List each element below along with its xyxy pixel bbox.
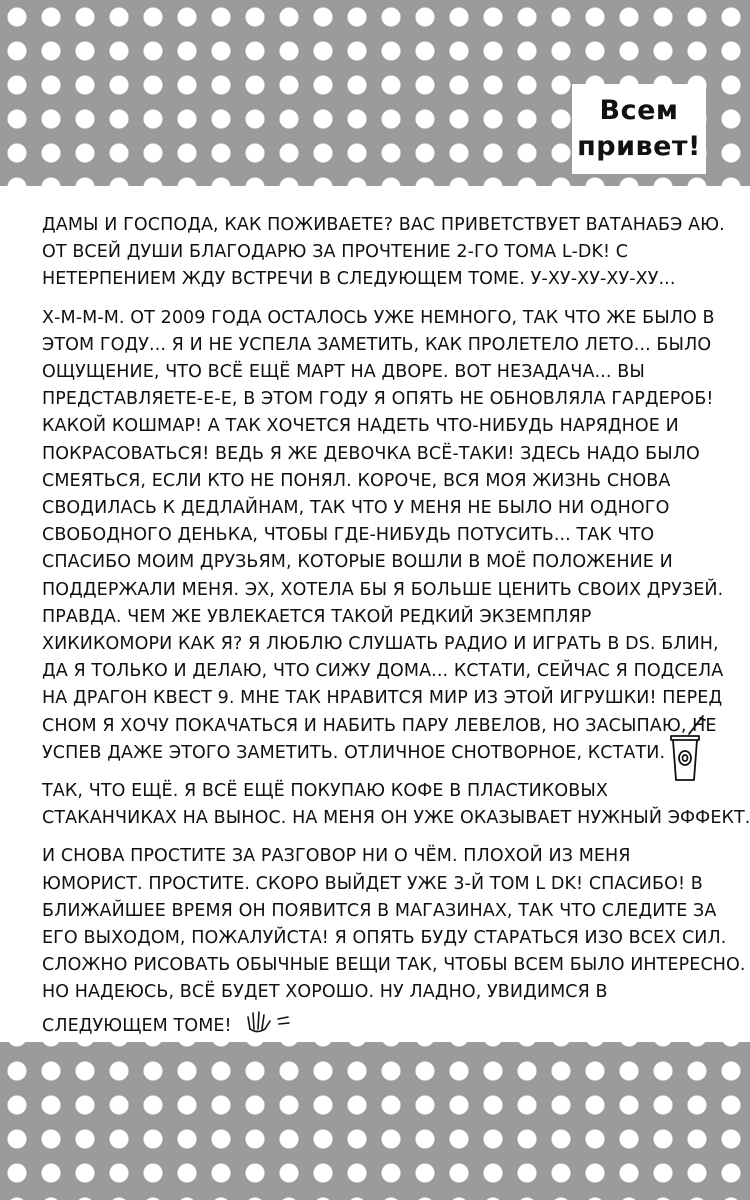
text-line: ПРЕДСТАВЛЯЕТЕ-Е-Е, В ЭТОМ ГОДУ Я ОПЯТЬ НЕ ОБНОВЛЯЛА ГАРДЕРОБ! <box>42 389 714 410</box>
text-line: КАКОЙ КОШМАР! А ТАК ХОЧЕТСЯ НАДЕТЬ ЧТО-НИБУДЬ НАРЯДНОЕ И <box>42 416 679 437</box>
text-line: УСПЕВ ДАЖЕ ЭТОГО ЗАМЕТИТЬ. ОТЛИЧНОЕ СНОТВОРНОЕ, КСТАТИ. <box>42 742 666 763</box>
text-line: ПОКРАСОВАТЬСЯ! ВЕДЬ Я ЖЕ ДЕВОЧКА ВСЁ-ТАКИ! ЗДЕСЬ НАДО БЫЛО <box>42 443 700 464</box>
text-line: ЮМОРИСТ. ПРОСТИТЕ. СКОРО ВЫЙДЕТ УЖЕ 3-Й ТОМ L DK! СПАСИБО! В <box>42 873 703 894</box>
text-line: ЕГО ВЫХОДОМ, ПОЖАЛУЙСТА! Я ОПЯТЬ БУДУ СТАРАТЬСЯ ИЗО ВСЕХ СИЛ. <box>42 928 727 949</box>
greeting-title <box>572 84 706 174</box>
paragraph-2 <box>42 305 724 767</box>
text-line: ПОДДЕРЖАЛИ МЕНЯ. ЭХ, ХОТЕЛА БЫ Я БОЛЬШЕ ЦЕНИТЬ СВОИХ ДРУЗЕЙ. <box>42 579 724 600</box>
text-line: Х-М-М-М. ОТ 2009 ГОДА ОСТАЛОСЬ УЖЕ НЕМНОГО, ТАК ЧТО ЖЕ БЫЛО В <box>42 307 715 328</box>
paragraph-4 <box>42 843 746 1043</box>
text-line: НО НАДЕЮСЬ, ВСЁ БУДЕТ ХОРОШО. НУ ЛАДНО, УВИДИМСЯ В <box>42 982 608 1003</box>
text-line: ПРАВДА. ЧЕМ ЖЕ УВЛЕКАЕТСЯ ТАКОЙ РЕДКИЙ ЭКЗЕМПЛЯР <box>42 606 592 627</box>
text-line: СМЕЯТЬСЯ, ЕСЛИ КТО НЕ ПОНЯЛ. КОРОЧЕ, ВСЯ МОЯ ЖИЗНЬ СНОВА <box>42 470 671 491</box>
text-line: ДАМЫ И ГОСПОДА, КАК ПОЖИВАЕТЕ? ВАС ПРИВЕТСТВУЕТ ВАТАНАБЭ АЮ. <box>42 215 725 235</box>
text-line <box>42 1007 712 1044</box>
waving-hand-icon <box>246 1007 292 1044</box>
paragraph-3 <box>42 778 750 832</box>
text-line: СЛОЖНО РИСОВАТЬ ОБЫЧНЫЕ ВЕЩИ ТАК, ЧТОБЫ ВСЕМ БЫЛО ИНТЕРЕСНО. <box>42 955 746 976</box>
letter-text <box>42 212 750 1055</box>
text-line: СВОДИЛАСЬ К ДЕДЛАЙНАМ, ТАК ЧТО У МЕНЯ НЕ БЫЛО НИ ОДНОГО <box>42 498 670 519</box>
text-line: ХИКИКОМОРИ КАК Я? Я ЛЮБЛЮ СЛУШАТЬ РАДИО И ИГРАТЬ В DS. БЛИН, <box>42 634 719 655</box>
text-line: ЭТОМ ГОДУ... Я И НЕ УСПЕЛА ЗАМЕТИТЬ, КАК ПРОЛЕТЕЛО ЛЕТО... БЫЛО <box>42 334 712 355</box>
text-line: ОЩУЩЕНИЕ, ЧТО ВСЁ ЕЩЁ МАРТ НА ДВОРЕ. ВОТ НЕЗАДАЧА... ВЫ <box>42 362 645 383</box>
text-line: СТАКАНЧИКАХ НА ВЫНОС. НА МЕНЯ ОН УЖЕ ОКАЗЫВАЕТ НУЖНЫЙ ЭФФЕКТ. <box>42 808 750 829</box>
coffee-cup-icon <box>665 714 713 788</box>
text-line: БЛИЖАЙШЕЕ ВРЕМЯ ОН ПОЯВИТСЯ В МАГАЗИНАХ, ТАК ЧТО СЛЕДИТЕ ЗА <box>42 900 717 921</box>
text-line: ОТ ВСЕЙ ДУШИ БЛАГОДАРЮ ЗА ПРОЧТЕНИЕ 2-ГО ТОМА L-DK! С <box>42 242 629 263</box>
closing-text: СЛЕДУЮЩЕМ ТОМЕ! <box>42 1015 232 1036</box>
text-line: НЕТЕРПЕНИЕМ ЖДУ ВСТРЕЧИ В СЛЕДУЮЩЕМ ТОМЕ. У-ХУ-ХУ-ХУ-ХУ... <box>42 269 676 290</box>
greeting-title-line-1: Всем <box>599 95 679 126</box>
letter-panel <box>0 186 750 1042</box>
text-line: И СНОВА ПРОСТИТЕ ЗА РАЗГОВОР НИ О ЧЁМ. ПЛОХОЙ ИЗ МЕНЯ <box>42 846 631 867</box>
paragraph-1 <box>42 212 725 294</box>
text-line: НА ДРАГОН КВЕСТ 9. МНЕ ТАК НРАВИТСЯ МИР ИЗ ЭТОЙ ИГРУШКИ! ПЕРЕД <box>42 688 723 709</box>
text-line: СВОБОДНОГО ДЕНЬКА, ЧТОБЫ ГДЕ-НИБУДЬ ПОТУСИТЬ... ТАК ЧТО <box>42 525 655 546</box>
text-line: ТАК, ЧТО ЕЩЁ. Я ВСЁ ЕЩЁ ПОКУПАЮ КОФЕ В ПЛАСТИКОВЫХ <box>42 781 608 802</box>
text-line: СНОМ Я ХОЧУ ПОКАЧАТЬСЯ И НАБИТЬ ПАРУ ЛЕВЕЛОВ, НО ЗАСЫПАЮ, НЕ <box>42 715 717 736</box>
greeting-title-line-2: привет! <box>577 131 701 162</box>
text-line: СПАСИБО МОИМ ДРУЗЬЯМ, КОТОРЫЕ ВОШЛИ В МОЁ ПОЛОЖЕНИЕ И <box>42 552 673 573</box>
text-line: ДА Я ТОЛЬКО И ДЕЛАЮ, ЧТО СИЖУ ДОМА... КСТАТИ, СЕЙЧАС Я ПОДСЕЛА <box>42 661 724 682</box>
